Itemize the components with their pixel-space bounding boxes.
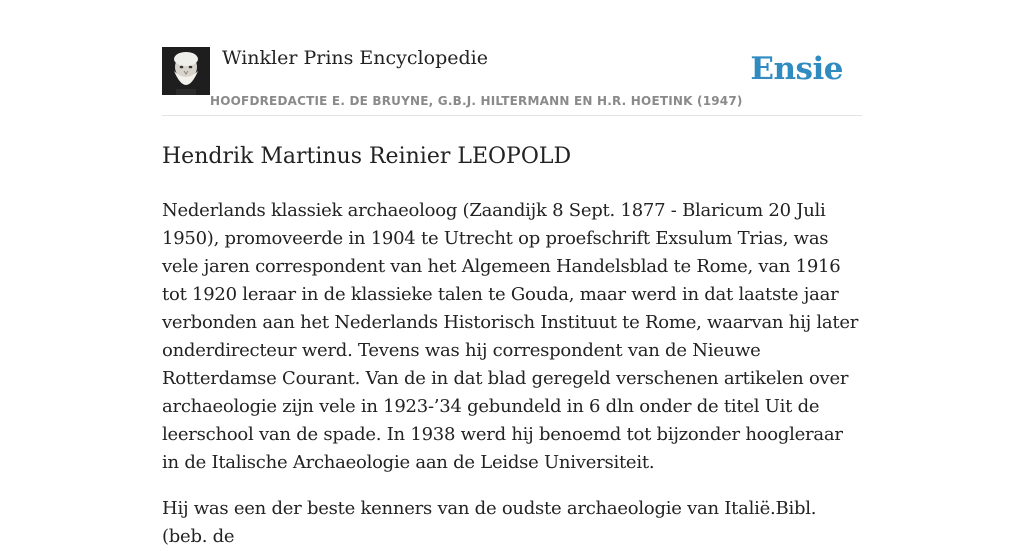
- site-title[interactable]: Winkler Prins Encyclopedie: [222, 47, 488, 69]
- page: [162, 0, 862, 551]
- editors-subtitle: HOOFDREDACTIE E. DE BRUYNE, G.B.J. HILTERMANN EN H.R. HOETINK (1947): [210, 94, 743, 108]
- article-paragraph: Nederlands klassiek archaeoloog (Zaandijk 8 Sept. 1877 - Blaricum 20 Juli 1950), promoveerde in 1904 te Utrecht op proefschrift Exsulum Trias, was vele jaren correspondent van het Algemeen Handelsblad te Rome, van 1916 tot 1920 leraar in de klassieke talen te Gouda, maar werd in dat laatste jaar verbonden aan het Nederlands Historisch Instituut te Rome, waarvan hij later onderdirecteur werd. Tevens was hij correspondent van de Nieuwe Rotterdamse Courant. Van de in dat blad geregeld verschenen artikelen over archaeologie zijn vele in 1923-’34 gebundeld in 6 dln onder de titel Uit de leerschool van de spade. In 1938 werd hij benoemd tot bijzonder hoogleraar in de Italische Archaeologie aan de Leidse Universiteit.: [162, 200, 859, 473]
- portrait-icon[interactable]: [162, 47, 210, 95]
- article-title: Hendrik Martinus Reinier LEOPOLD: [162, 144, 572, 169]
- header: [162, 0, 862, 116]
- article-paragraph: Hij was een der beste kenners van de oudste archaeologie van Italië.Bibl. (beb. de: [162, 498, 817, 547]
- brand-logo[interactable]: Ensie: [750, 51, 843, 87]
